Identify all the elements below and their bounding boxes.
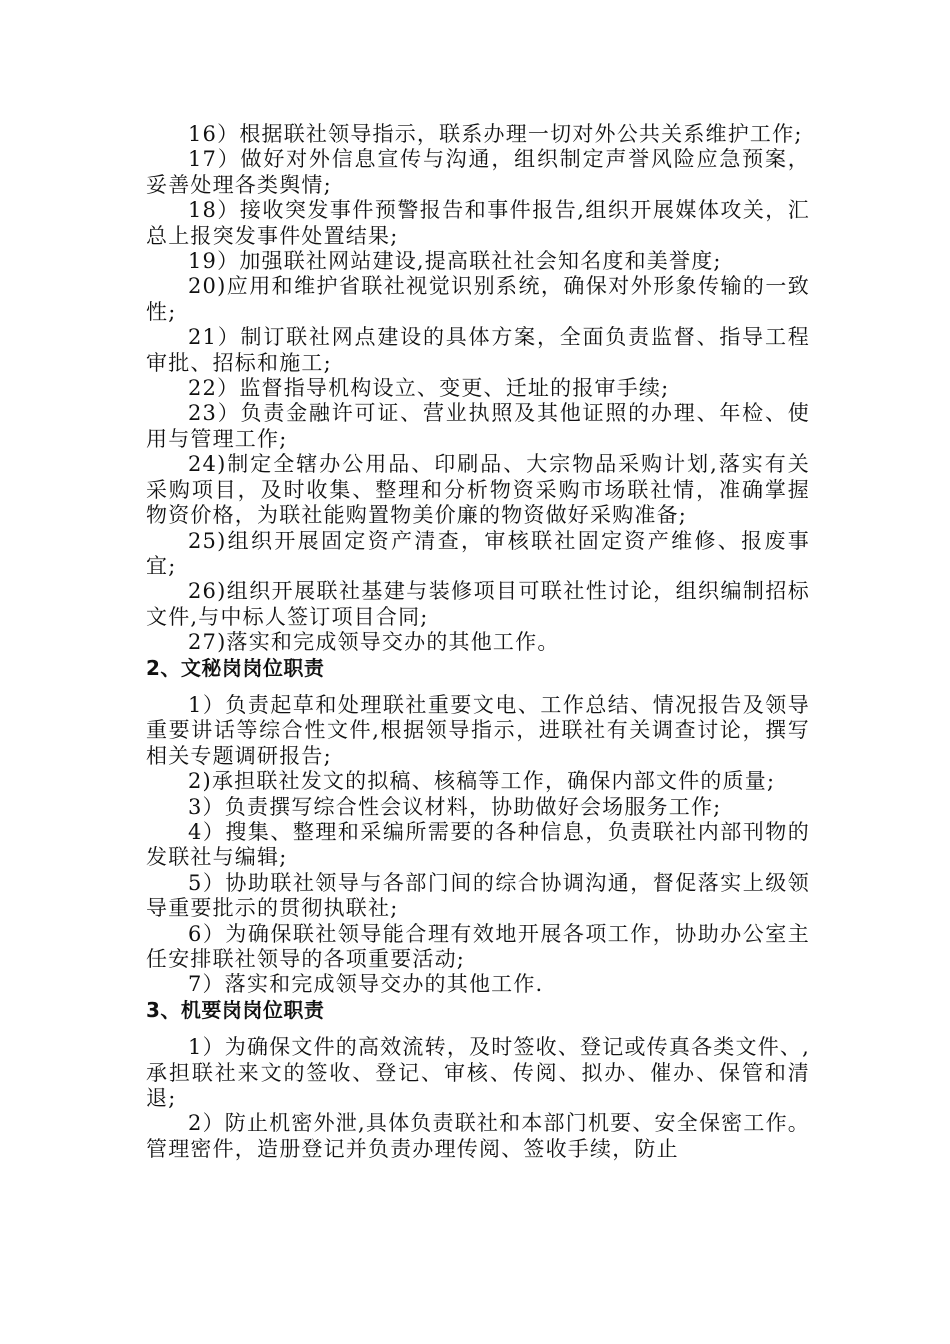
confidential-item-2: 2）防止机密外泄,具体负责联社和本部门机要、安全保密工作。管理密件，造册登记并负责办理传阅、签收手续，防止 [146, 1111, 810, 1161]
secretary-item-3: 3）负责撰写综合性会议材料，协助做好会场服务工作; [188, 794, 722, 819]
secretary-item-1: 1）负责起草和处理联社重要文电、工作总结、情况报告及领导重要讲话等综合性文件,根据领导指示，进联社有关调查讨论，撰写相关专题调研报告; [146, 692, 810, 768]
paragraph-item-21: 21）制订联社网点建设的具体方案，全面负责监督、指导工程审批、招标和施工; [146, 325, 810, 375]
secretary-item-6: 6）为确保联社领导能合理有效地开展各项工作，协助办公室主任安排联社领导的各项重要活动; [146, 921, 810, 971]
paragraph-item-17: 17）做好对外信息宣传与沟通，组织制定声誉风险应急预案，妥善处理各类舆情; [146, 147, 810, 197]
secretary-item-7: 7）落实和完成领导交办的其他工作. [188, 972, 544, 997]
paragraph-item-25: 25)组织开展固定资产清查，审核联社固定资产维修、报废事宜; [146, 528, 810, 578]
paragraph-item-18: 18）接收突发事件预警报告和事件报告,组织开展媒体攻关，汇总上报突发事件处置结果; [146, 198, 810, 248]
paragraph-item-24: 24)制定全辖办公用品、印刷品、大宗物品采购计划,落实有关采购项目，及时收集、整理和分析物资采购市场联社情，准确掌握物资价格，为联社能购置物美价廉的物资做好采购准备; [146, 452, 810, 528]
section-heading-secretary: 2、文秘岗岗位职责 [146, 655, 325, 680]
paragraph-item-27: 27)落实和完成领导交办的其他工作。 [188, 630, 560, 655]
secretary-item-5: 5）协助联社领导与各部门间的综合协调沟通，督促落实上级领导重要批示的贯彻执联社; [146, 870, 810, 921]
secretary-item-2: 2)承担联社发文的拟稿、核稿等工作，确保内部文件的质量; [188, 769, 776, 794]
confidential-item-1: 1）为确保文件的高效流转，及时签收、登记或传真各类文件、,承担联社来文的签收、登记、审核、传阅、拟办、催办、保管和清退; [146, 1035, 810, 1111]
paragraph-item-23: 23）负责金融许可证、营业执照及其他证照的办理、年检、使用与管理工作; [146, 401, 810, 451]
secretary-item-4: 4）搜集、整理和采编所需要的各种信息，负责联社内部刊物的发联社与编辑; [146, 819, 810, 870]
paragraph-item-19: 19）加强联社网站建设,提高联社社会知名度和美誉度; [188, 249, 722, 274]
paragraph-item-20: 20)应用和维护省联社视觉识别系统，确保对外形象传输的一致性; [146, 274, 810, 324]
paragraph-item-22: 22）监督指导机构设立、变更、迁址的报审手续; [188, 376, 670, 401]
document-page [146, 122, 810, 1162]
section-heading-confidential: 3、机要岗岗位职责 [146, 997, 325, 1022]
paragraph-item-16: 16）根据联社领导指示，联系办理一切对外公共关系维护工作; [188, 122, 803, 146]
paragraph-item-26: 26)组织开展联社基建与装修项目可联社性讨论，组织编制招标文件,与中标人签订项目合同; [146, 579, 810, 629]
